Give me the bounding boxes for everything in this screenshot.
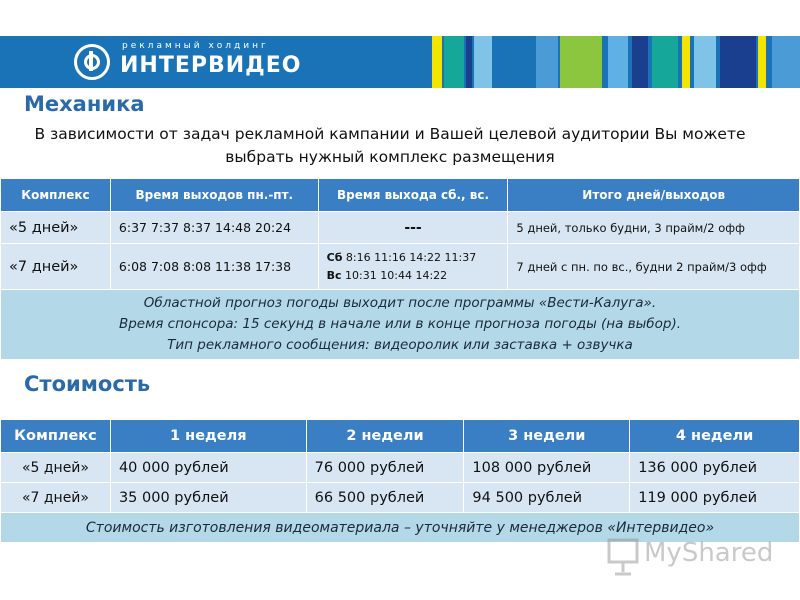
note-line: Тип рекламного сообщения: видеоролик или заставка + озвучка [167,337,633,353]
logo-title: ИНТЕРВИДЕО [120,53,302,78]
header-banner [0,36,800,88]
price-cell: 136 000 рублей [630,453,800,483]
price-cell: 108 000 рублей [464,453,630,483]
watermark [606,536,776,576]
decorative-stripes [432,36,800,88]
weekend-times [318,244,508,290]
table-row [1,212,800,244]
header-cell: 1 неделя [110,420,306,453]
weekend-times: --- [318,212,508,244]
weather-note [1,290,800,360]
header-cell: 4 недели [630,420,800,453]
table-row [1,483,800,513]
note-line: Областной прогноз погоды выходит после программы «Вести-Калуга». [143,295,657,311]
table-row [1,453,800,483]
note-row [1,290,800,360]
weekday-times: 6:37 7:37 8:37 14:48 20:24 [110,212,318,244]
price-cell: 66 500 рублей [306,483,464,513]
total-days: 5 дней, только будни, 3 прайм/2 офф [508,212,800,244]
header-cell: Комплекс [1,420,111,453]
package-name: «5 дней» [1,212,111,244]
logo-subtitle: рекламный холдинг [122,41,269,51]
price-cell: 40 000 рублей [110,453,306,483]
cost-title: Стоимость [24,372,151,396]
price-cell: 119 000 рублей [630,483,800,513]
mechanics-title: Механика [24,92,145,116]
sunday-times: 10:31 10:44 14:22 [341,268,448,282]
header-cell: Время выходов пн.-пт. [110,179,318,212]
saturday-times: 8:16 11:16 14:22 11:37 [342,250,477,264]
package-name: «5 дней» [1,453,111,483]
cost-table [0,419,800,543]
intro-text: В зависимости от задач рекламной кампании и Вашей целевой аудитории Вы можете выбрать нужный комплекс размещения [34,125,746,166]
price-cell: 94 500 рублей [464,483,630,513]
price-cell: 76 000 рублей [306,453,464,483]
header-cell: Комплекс [1,179,111,212]
header-cell: Время выхода сб., вс. [318,179,508,212]
header-cell: 3 недели [464,420,630,453]
package-name: «7 дней» [1,483,111,513]
weekday-times: 6:08 7:08 8:08 11:38 17:38 [110,244,318,290]
saturday-label: Сб [326,250,343,264]
header-cell: Итого дней/выходов [508,179,800,212]
package-name: «7 дней» [1,244,111,290]
production-note: Стоимость изготовления видеоматериала – уточняйте у менеджеров «Интервидео» [1,513,800,543]
price-cell: 35 000 рублей [110,483,306,513]
presentation-icon [606,536,640,576]
watermark-text: MyShared [644,538,774,568]
logo-icon [74,44,110,80]
table-row [1,244,800,290]
total-days: 7 дней с пн. по вс., будни 2 прайм/3 офф [508,244,800,290]
header-cell: 2 недели [306,420,464,453]
schedule-table [0,178,800,360]
schedule-header-row [1,179,800,212]
note-line: Время спонсора: 15 секунд в начале или в конце прогноза погоды (на выбор). [118,316,682,332]
cost-header-row [1,420,800,453]
sunday-label: Вс [326,268,342,282]
